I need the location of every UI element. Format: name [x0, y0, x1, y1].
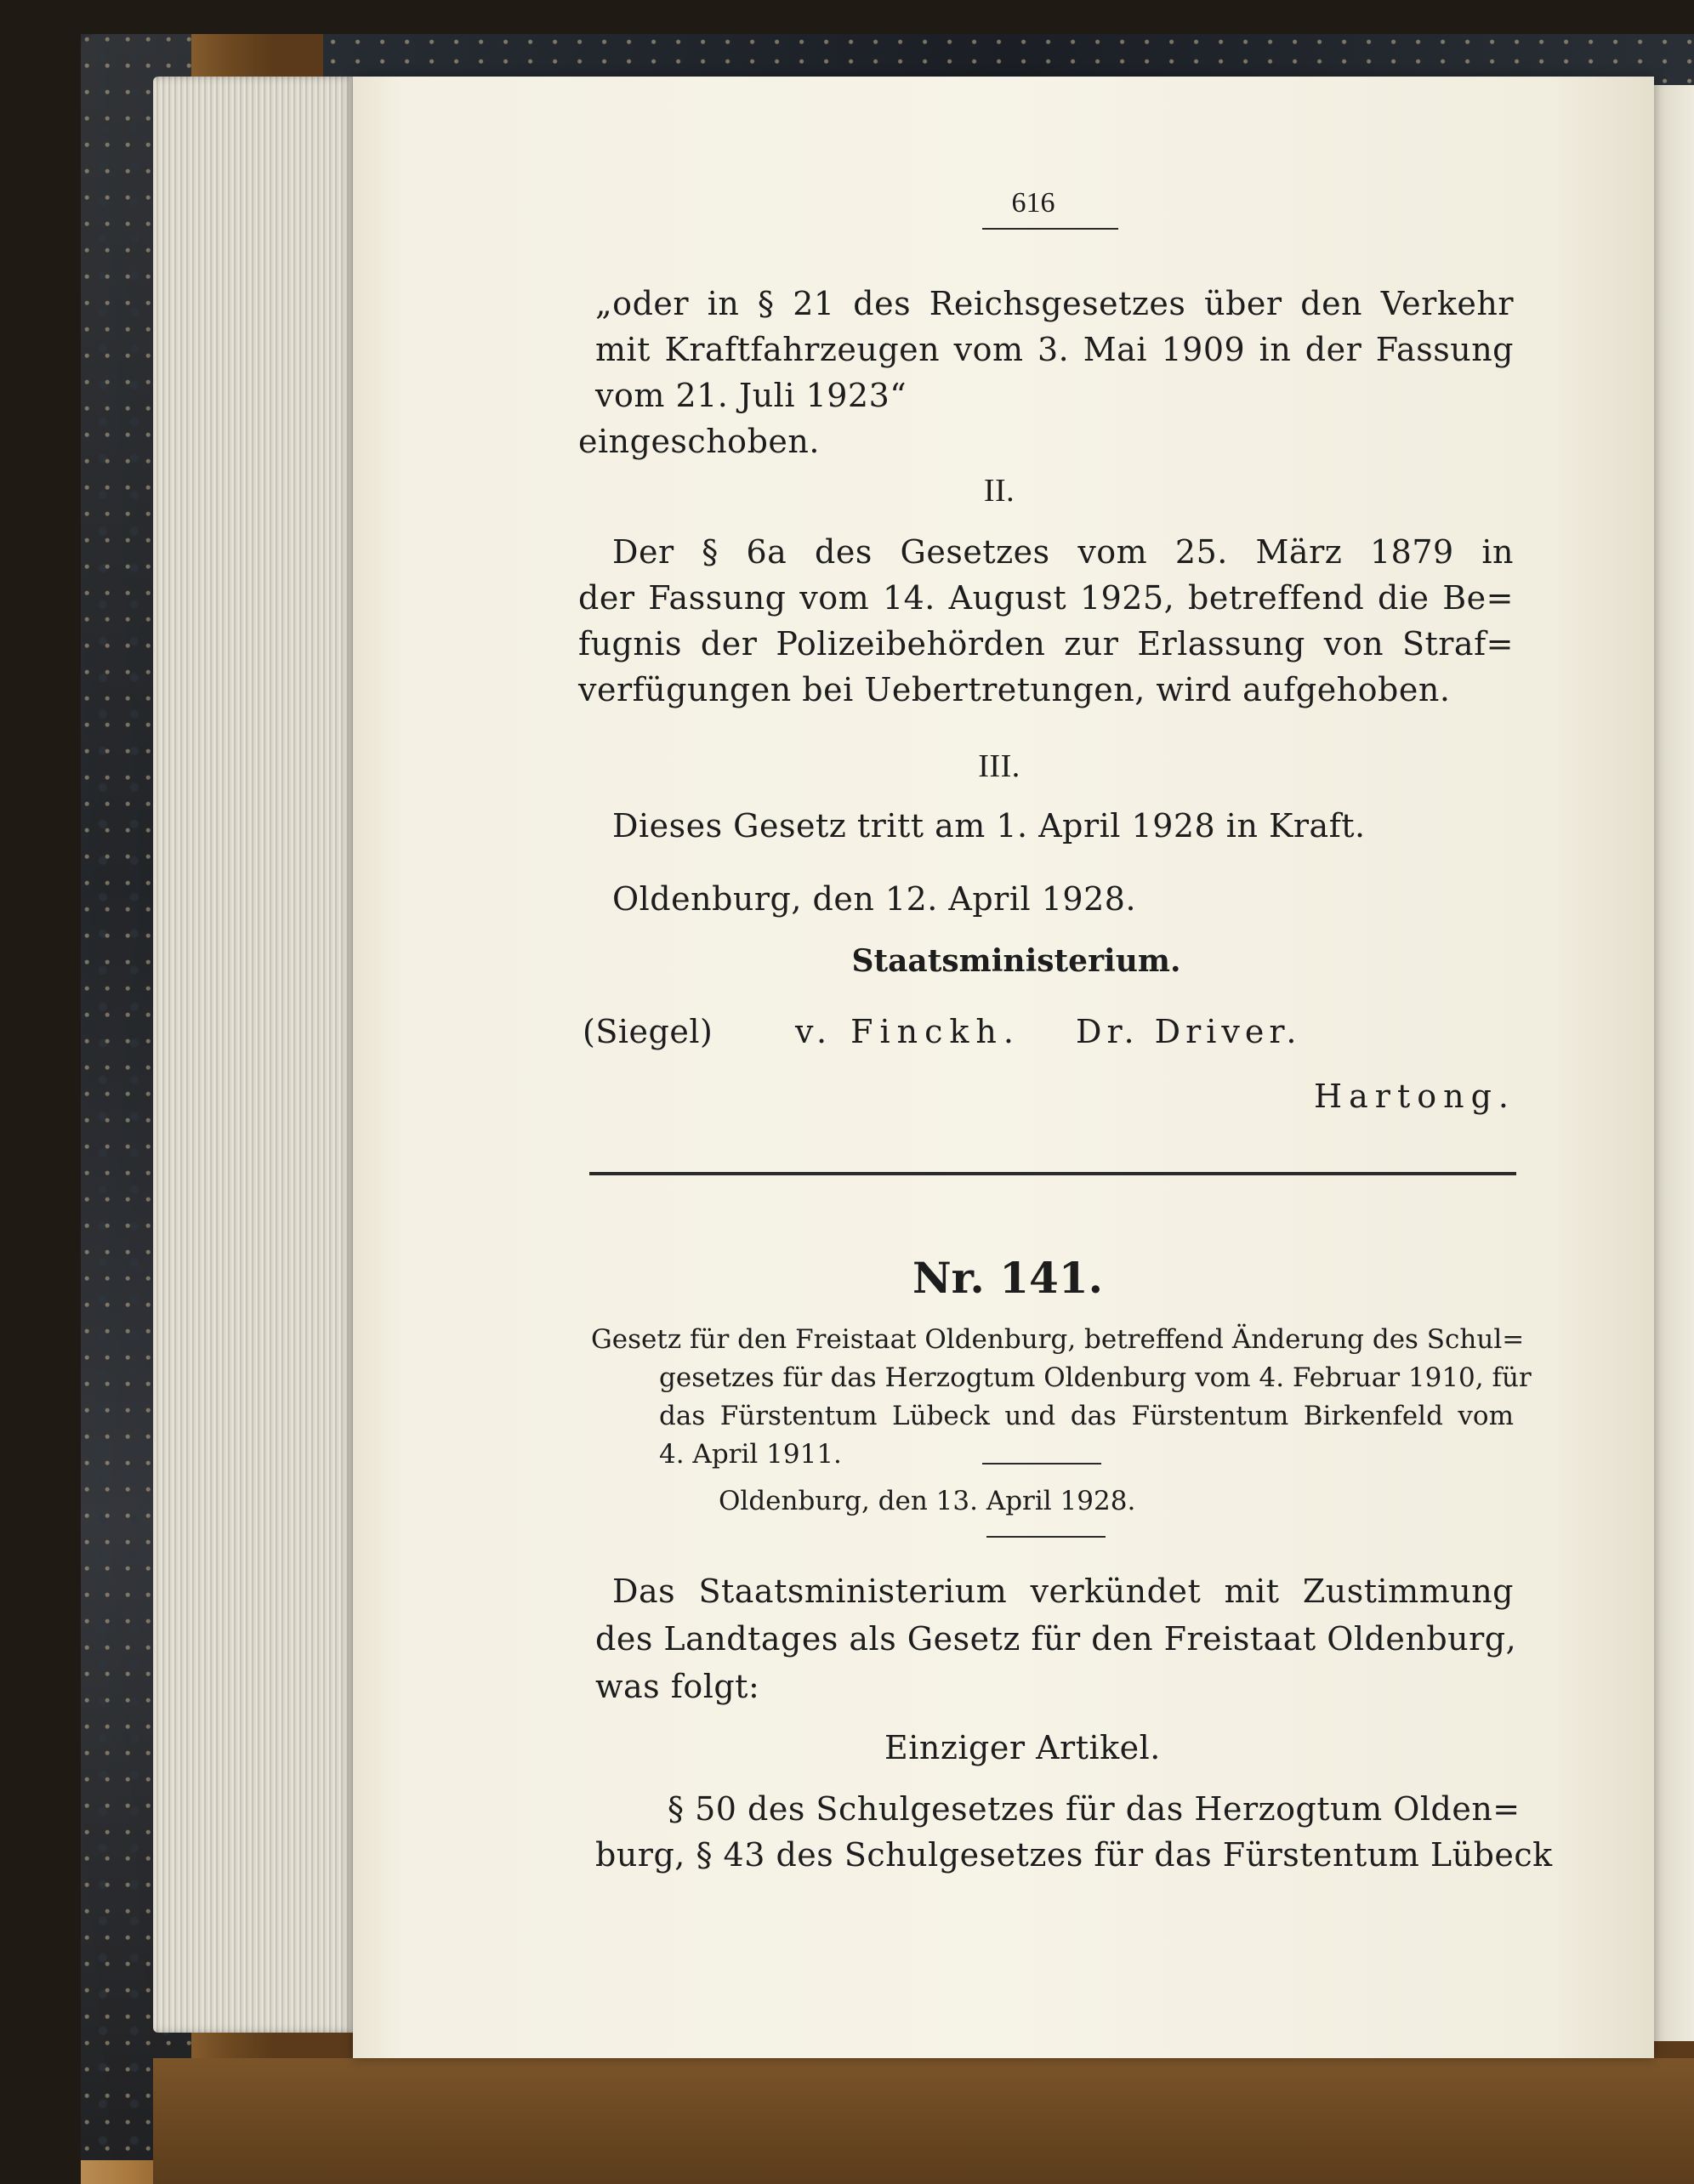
- law-intro-line-3: was folgt:: [595, 1668, 760, 1705]
- law-number: Nr. 141.: [912, 1253, 1104, 1303]
- signature-seal: (Siegel): [583, 1013, 713, 1050]
- bottom-cover: [153, 2058, 1694, 2184]
- page-number: 616: [1011, 187, 1055, 219]
- block1-line-4: eingeschoben.: [578, 423, 820, 460]
- article-heading: Einziger Artikel.: [884, 1729, 1161, 1766]
- law-title-rule: [982, 1463, 1101, 1465]
- article-line-1: § 50 des Schulgesetzes für das Herzogtum Olden=: [668, 1790, 1521, 1828]
- next-page-edge: [1654, 85, 1694, 2041]
- law-title-line-4: 4. April 1911.: [659, 1439, 842, 1470]
- section2-line-1: Der § 6a des Gesetzes vom 25. März 1879 in: [612, 533, 1514, 571]
- page-number-rule: [982, 228, 1118, 230]
- law-date-rule: [986, 1536, 1106, 1538]
- signature-driver: Dr. Driver.: [1076, 1013, 1302, 1050]
- article-line-2: burg, § 43 des Schulgesetzes für das Fürstentum Lübeck: [595, 1836, 1553, 1874]
- law-intro-line-1: Das Staatsministerium verkündet mit Zustimmung: [612, 1573, 1514, 1610]
- section2-line-3: fugnis der Polizeibehörden zur Erlassung von Straf=: [578, 625, 1514, 663]
- signature-authority: Staatsministerium.: [851, 943, 1181, 979]
- law-title-line-1: Gesetz für den Freistaat Oldenburg, betreffend Änderung des Schul=: [591, 1324, 1525, 1355]
- section2-heading: II.: [983, 473, 1015, 509]
- signature-hartong: Hartong.: [1314, 1078, 1515, 1115]
- law-intro-line-2: des Landtages als Gesetz für den Freistaat Oldenburg,: [595, 1620, 1517, 1658]
- section2-line-2: der Fassung vom 14. August 1925, betreffend die Be=: [578, 579, 1514, 617]
- document-page: [353, 77, 1654, 2058]
- section3-line: Dieses Gesetz tritt am 1. April 1928 in Kraft.: [612, 807, 1366, 845]
- section3-heading: III.: [978, 748, 1020, 784]
- block1-line-3: vom 21. Juli 1923“: [595, 377, 907, 414]
- block1-line-1: „oder in § 21 des Reichsgesetzes über den Verkehr: [595, 285, 1514, 322]
- law-title-line-3: das Fürstentum Lübeck und das Fürstentum Birkenfeld vom: [659, 1401, 1514, 1431]
- signature-place-date: Oldenburg, den 12. April 1928.: [612, 880, 1137, 918]
- law-date-line: Oldenburg, den 13. April 1928.: [719, 1486, 1136, 1516]
- section2-line-4: verfügungen bei Uebertretungen, wird aufgehoben.: [578, 671, 1451, 708]
- signature-finckh: v. Finckh.: [795, 1013, 1020, 1050]
- law-title-line-2: gesetzes für das Herzogtum Oldenburg vom 4. Februar 1910, für: [659, 1362, 1532, 1393]
- page-stack: [153, 77, 357, 2033]
- section-divider: [589, 1172, 1516, 1175]
- block1-line-2: mit Kraftfahrzeugen vom 3. Mai 1909 in der Fassung: [595, 331, 1514, 368]
